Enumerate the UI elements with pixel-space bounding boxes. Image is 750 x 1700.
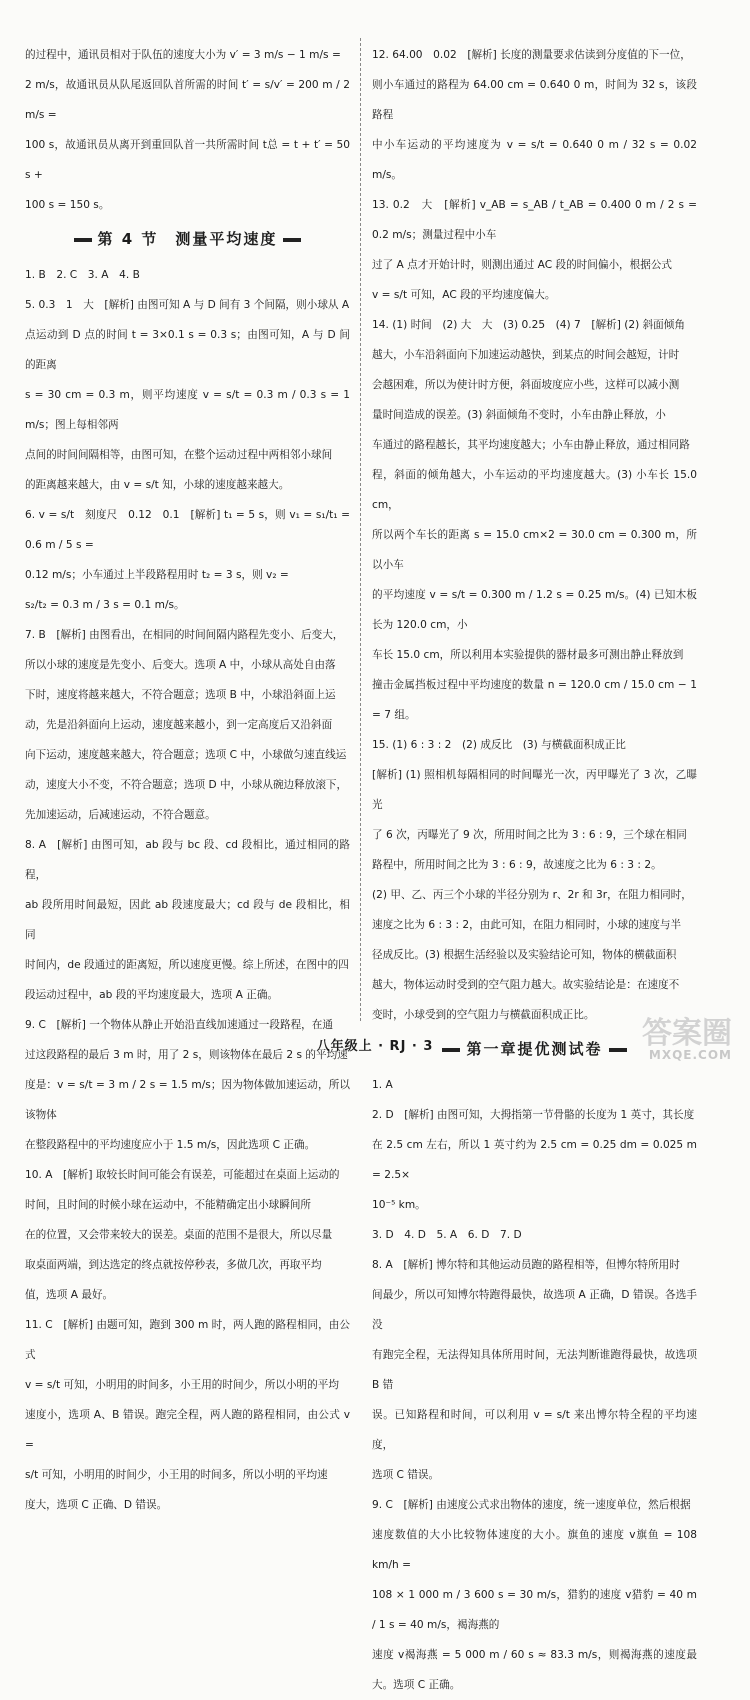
column-divider (360, 38, 361, 1021)
title-decoration (283, 238, 301, 242)
answer-line: 速度数值的大小比较物体速度的大小。旗鱼的速度 v旗鱼 = 108 km/h = (372, 1529, 697, 1571)
intro-line: 的过程中，通讯员相对于队伍的速度大小为 v′ = 3 m/s − 1 m/s = (25, 49, 341, 61)
answer-line: 变时，小球受到的空气阻力与横截面积成正比。 (372, 1009, 595, 1021)
answer-line: 所以两个车长的距离 s = 15.0 cm×2 = 30.0 cm = 0.300 m，所以小车 (372, 529, 697, 571)
answer-item (372, 40, 697, 190)
answer-item (25, 1310, 350, 1520)
answer-line: 点间的时间间隔相等，由图可知，在整个运动过程中两相邻小球间 (25, 449, 333, 461)
answer-item (25, 620, 350, 830)
answer-line: 路程中，所用时间之比为 3 : 6 : 9，故速度之比为 6 : 3 : 2。 (372, 859, 662, 871)
intro-line: 100 s，故通讯员从离开到重回队首一共所需时间 t总 = t + t′ = 50 s + (25, 139, 350, 181)
answer-line: s₂/t₂ = 0.3 m / 3 s = 0.1 m/s。 (25, 599, 185, 611)
answer-item (372, 190, 697, 310)
answer-item (372, 1490, 697, 1700)
answer-line: 撞击金属挡板过程中平均速度的数量 n = 120.0 cm / 15.0 cm − 1 = 7 组。 (372, 679, 697, 721)
answer-line: 车长 15.0 cm，所以利用本实验提供的器材最多可测出静止释放到 (372, 649, 684, 661)
answer-item (372, 1220, 697, 1250)
answer-item (372, 1070, 697, 1100)
answer-item (25, 830, 350, 1010)
section-title (25, 222, 350, 256)
intro-line: 2 m/s，故通讯员从队尾返回队首所需的时间 t′ = s/v′ = 200 m / 2 m/s = (25, 79, 350, 121)
answer-line: ab 段所用时间最短，因此 ab 段速度最大；cd 段与 de 段相比，相同 (25, 899, 350, 941)
answer-line: 有跑完全程，无法得知具体所用时间，无法判断谁跑得最快，故选项 B 错 (372, 1349, 697, 1391)
answer-item (25, 260, 350, 290)
answer-line: 向下运动，速度越来越大，符合题意；选项 C 中，小球做匀速直线运 (25, 749, 347, 761)
left-answer-list (25, 260, 350, 1520)
answer-item (372, 1250, 697, 1490)
answer-line: 越大，小车沿斜面向下加速运动越快，到某点的时间会越短，计时 (372, 349, 680, 361)
answer-line: 度大，选项 C 正确、D 错误。 (25, 1499, 168, 1511)
answer-line: (2) 甲、乙、丙三个小球的半径分别为 r、2r 和 3r，在阻力相同时， (372, 889, 692, 901)
answer-line: 1. A (372, 1079, 393, 1091)
answer-line: 9. C [解析] 一个物体从静止开始沿直线加速通过一段路程，在通 (25, 1019, 333, 1031)
answer-line: 车通过的路程越长，其平均速度越大；小车由静止释放，通过相同路 (372, 439, 690, 451)
answer-item (25, 1160, 350, 1310)
right-answer-list (372, 40, 697, 1030)
answer-item (25, 290, 350, 500)
test-answer-list (372, 1070, 697, 1700)
section-title-text: 第 4 节 测量平均速度 (97, 230, 278, 248)
answer-line: 过了 A 点才开始计时，则测出通过 AC 段的时间偏小，根据公式 (372, 259, 673, 271)
answer-line: 动，速度大小不变，不符合题意；选项 D 中，小球从碗边释放滚下， (25, 779, 348, 791)
answer-line: 在的位置，又会带来较大的误差。桌面的范围不是很大，所以尽量 (25, 1229, 333, 1241)
answer-line: 8. A [解析] 博尔特和其他运动员跑的路程相等，但博尔特所用时 (372, 1259, 680, 1271)
answer-line: v = s/t 可知，AC 段的平均速度偏大。 (372, 289, 556, 301)
answer-line: 程，斜面的倾角越大，小车运动的平均速度越大。(3) 小车长 15.0 cm， (372, 469, 697, 511)
watermark-text: 答案圈 (642, 1016, 732, 1051)
watermark-logo (622, 1016, 732, 1071)
answer-line: 动，先是沿斜面向上运动，速度越来越小，到一定高度后又沿斜面 (25, 719, 333, 731)
answer-line: 1. B 2. C 3. A 4. B (25, 269, 140, 281)
answer-line: 则小车通过的路程为 64.00 cm = 0.640 0 m，时间为 32 s，该段路程 (372, 79, 697, 121)
answer-line: 取桌面两端，到达选定的终点就按停秒表，多做几次，再取平均 (25, 1259, 322, 1271)
answer-line: s = 30 cm = 0.3 m，则平均速度 v = s/t = 0.3 m / 0.3 s = 1 m/s；图上每相邻两 (25, 389, 350, 431)
answer-line: 13. 0.2 大 [解析] v_AB = s_AB / t_AB = 0.400 0 m / 2 s = 0.2 m/s；测量过程中小车 (372, 199, 697, 241)
answer-line: 108 × 1 000 m / 3 600 s = 30 m/s，猎豹的速度 v猎豹 = 40 m / 1 s = 40 m/s，褐海燕的 (372, 1589, 697, 1631)
answer-line: 0.12 m/s；小车通过上半段路程用时 t₂ = 3 s，则 v₂ = (25, 569, 289, 581)
watermark-url: MXQE.COM (648, 1048, 732, 1062)
answer-item (25, 1010, 350, 1160)
answer-line: 14. (1) 时间 (2) 大 大 (3) 0.25 (4) 7 [解析] (2) 斜面倾角 (372, 319, 685, 331)
answer-line: v = s/t 可知，小明用的时间多，小王用的时间少，所以小明的平均 (25, 1379, 339, 1391)
right-column (372, 40, 697, 1700)
answer-line: 的平均速度 v = s/t = 0.300 m / 1.2 s = 0.25 m/s。(4) 已知木板长为 120.0 cm，小 (372, 589, 697, 631)
intro-block (25, 40, 350, 220)
answer-line: 7. B [解析] 由图看出，在相同的时间间隔内路程先变小、后变大， (25, 629, 344, 641)
answer-line: 9. C [解析] 由速度公式求出物体的速度，统一速度单位，然后根据 (372, 1499, 691, 1511)
answer-line: 越大，物体运动时受到的空气阻力越大。故实验结论是：在速度不 (372, 979, 680, 991)
answer-item (372, 310, 697, 730)
answer-line: 6. v = s/t 刻度尺 0.12 0.1 [解析] t₁ = 5 s，则 v₁ = s₁/t₁ = 0.6 m / 5 s = (25, 509, 350, 551)
answer-line: 径成反比。(3) 根据生活经验以及实验结论可知，物体的横截面积 (372, 949, 677, 961)
answer-line: 误。已知路程和时间，可以利用 v = s/t 来出博尔特全程的平均速度， (372, 1409, 697, 1451)
answer-item (372, 730, 697, 1030)
answer-line: 5. 0.3 1 大 [解析] 由图可知 A 与 D 间有 3 个间隔，则小球从 A (25, 299, 350, 311)
intro-line: 100 s = 150 s。 (25, 199, 110, 211)
answer-line: 的距离越来越大，由 v = s/t 知，小球的速度越来越大。 (25, 479, 290, 491)
answer-line: 8. A [解析] 由图可知，ab 段与 bc 段、cd 段相比，通过相同的路程， (25, 839, 350, 881)
answer-line: 10. A [解析] 取较长时间可能会有误差，可能超过在桌面上运动的 (25, 1169, 340, 1181)
answer-line: s/t 可知，小明用的时间少，小王用的时间多，所以小明的平均速 (25, 1469, 328, 1481)
title-decoration (74, 238, 92, 242)
answer-line: [解析] (1) 照相机每隔相同的时间曝光一次，丙甲曝光了 3 次，乙曝光 (372, 769, 697, 811)
left-column (25, 40, 350, 1520)
answer-line: 速度 v褐海燕 = 5 000 m / 60 s ≈ 83.3 m/s，则褐海燕的速度最大。选项 C 正确。 (372, 1649, 697, 1691)
answer-line: 3. D 4. D 5. A 6. D 7. D (372, 1229, 522, 1241)
answer-line: 先加速运动，后减速运动，不符合题意。 (25, 809, 216, 821)
test-section-title-text: 第一章提优测试卷 (466, 1040, 603, 1058)
answer-item (372, 1100, 697, 1220)
answer-line: 了 6 次，丙曝光了 9 次，所用时间之比为 3 : 6 : 9，三个球在相同 (372, 829, 687, 841)
answer-line: 在 2.5 cm 左右，所以 1 英寸约为 2.5 cm = 0.25 dm = 0.025 m = 2.5× (372, 1139, 697, 1181)
answer-line: 中小车运动的平均速度为 v = s/t = 0.640 0 m / 32 s = 0.02 m/s。 (372, 139, 697, 181)
answer-line: 点运动到 D 点的时间 t = 3×0.1 s = 0.3 s；由图可知，A 与 D 间的距离 (25, 329, 350, 371)
answer-line: 度是：v = s/t = 3 m / 2 s = 1.5 m/s；因为物体做加速运动，所以该物体 (25, 1079, 350, 1121)
answer-line: 10⁻⁵ km。 (372, 1199, 426, 1211)
answer-line: 12. 64.00 0.02 [解析] 长度的测量要求估读到分度值的下一位， (372, 49, 691, 61)
answer-line: 时间，且时间的时候小球在运动中，不能精确定出小球瞬间所 (25, 1199, 312, 1211)
answer-line: 会越困难，所以为使计时方便，斜面坡度应小些，这样可以减小测 (372, 379, 680, 391)
answer-line: 速度之比为 6 : 3 : 2，由此可知，在阻力相同时，小球的速度与半 (372, 919, 682, 931)
answer-line: 所以小球的速度是先变小、后变大。选项 A 中，小球从高处自由落 (25, 659, 336, 671)
answer-line: 11. C [解析] 由题可知，跑到 300 m 时，两人跑的路程相同，由公式 (25, 1319, 350, 1361)
answer-line: 过这段路程的最后 3 m 时，用了 2 s，则该物体在最后 2 s 的平均速 (25, 1049, 348, 1061)
answer-line: 时间内，de 段通过的距离短，所以速度更慢。综上所述，在图中的四 (25, 959, 349, 971)
page-footer: 八年级上 · RJ · 3 (316, 1039, 434, 1054)
answer-line: 段运动过程中，ab 段的平均速度最大，选项 A 正确。 (25, 989, 279, 1001)
answer-line: 下时，速度将越来越大，不符合题意；选项 B 中，小球沿斜面上运 (25, 689, 336, 701)
answer-line: 在整段路程中的平均速度应小于 1.5 m/s，因此选项 C 正确。 (25, 1139, 316, 1151)
answer-line: 2. D [解析] 由图可知，大拇指第一节骨骼的长度为 1 英寸，其长度 (372, 1109, 695, 1121)
answer-item (25, 500, 350, 620)
answer-line: 15. (1) 6 : 3 : 2 (2) 成反比 (3) 与横截面积成正比 (372, 739, 626, 751)
answer-line: 选项 C 错误。 (372, 1469, 440, 1481)
answer-line: 速度小，选项 A、B 错误。跑完全程，两人跑的路程相同，由公式 v = (25, 1409, 350, 1451)
answer-line: 量时间造成的误差。(3) 斜面倾角不变时，小车由静止释放，小 (372, 409, 666, 421)
answer-line: 值，选项 A 最好。 (25, 1289, 114, 1301)
answer-line: 间最少，所以可知博尔特跑得最快，故选项 A 正确，D 错误。各选手没 (372, 1289, 697, 1331)
